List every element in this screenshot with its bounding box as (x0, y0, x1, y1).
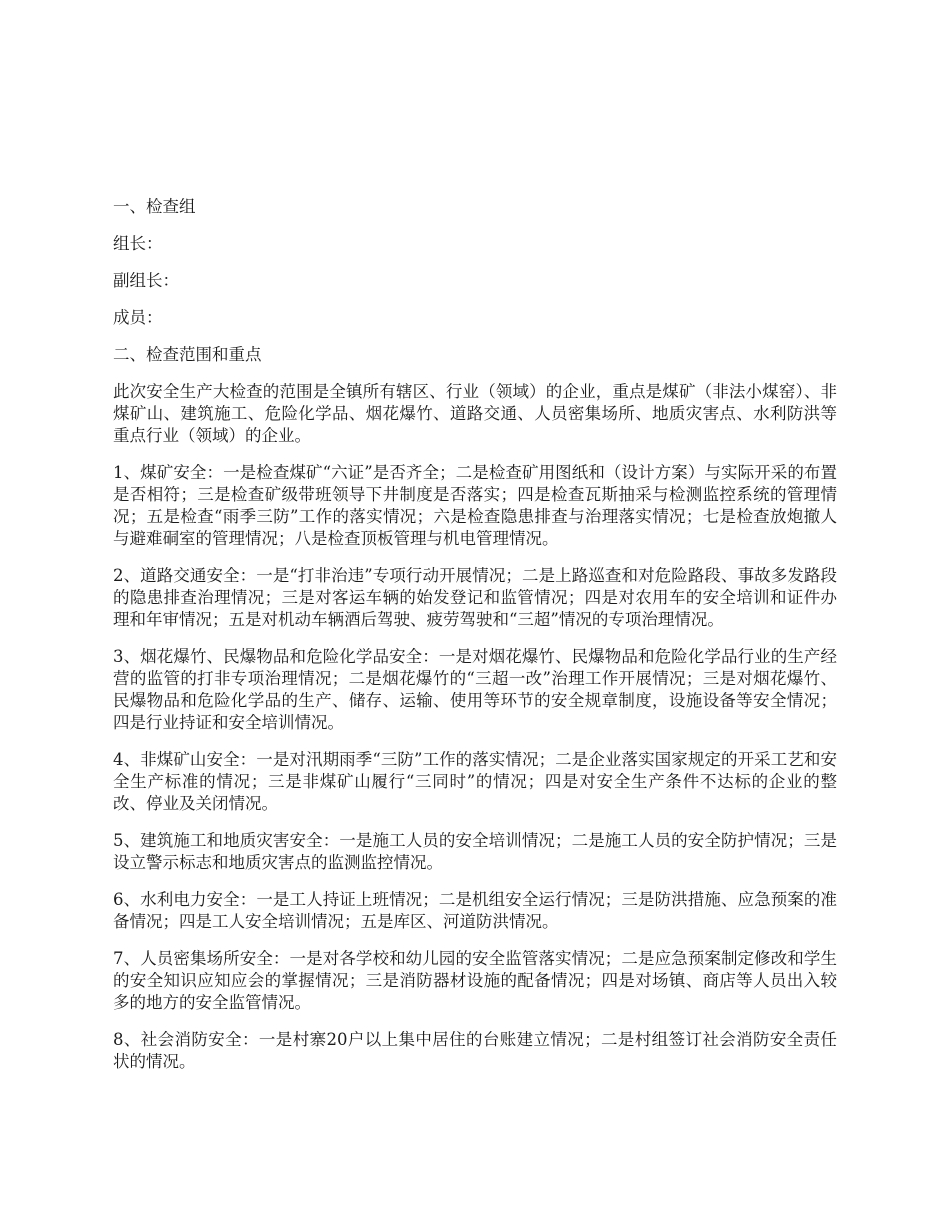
item-fire-safety: 8、社会消防安全：一是村寨20户以上集中居住的台账建立情况；二是村组签订社会消防安全责任状的情况。 (113, 1030, 837, 1071)
section-2-title: 二、检查范围和重点 (113, 345, 262, 364)
scope-intro-paragraph: 此次安全生产大检查的范围是全镇所有辖区、行业（领域）的企业，重点是煤矿（非法小煤窑）、非煤矿山、建筑施工、危险化学品、烟花爆竹、道路交通、人员密集场所、地质灾害点、水利防洪等重点行业（领域）的企业。 (113, 382, 837, 445)
item-coal-mine-safety: 1、煤矿安全：一是检查煤矿“六证”是否齐全；二是检查矿用图纸和（设计方案）与实际开采的布置是否相符；三是检查矿级带班领导下井制度是否落实；四是检查瓦斯抽采与检测监控系统的管理情况；五是检查“雨季三防”工作的落实情况；六是检查隐患排查与治理落实情况；七是检查放炮撤人与避难硐室的管理情况；八是检查顶板管理与机电管理情况。 (113, 463, 837, 548)
item-construction-geohazard-safety: 5、建筑施工和地质灾害安全：一是施工人员的安全培训情况；二是施工人员的安全防护情况；三是设立警示标志和地质灾害点的监测监控情况。 (113, 831, 837, 872)
item-fireworks-chemicals-safety: 3、烟花爆竹、民爆物品和危险化学品安全：一是对烟花爆竹、民爆物品和危险化学品行业的生产经营的监管的打非专项治理情况；二是烟花爆竹的“三超一改”治理工作开展情况；三是对烟花爆竹、民爆物品和危险化学品的生产、储存、运输、使用等环节的安全规章制度，设施设备等安全情况；四是行业持证和安全培训情况。 (113, 647, 837, 732)
section-1-title: 一、检查组 (113, 197, 196, 216)
item-crowded-places-safety: 7、人员密集场所安全：一是对各学校和幼儿园的安全监管落实情况；二是应急预案制定修改和学生的安全知识应知应会的掌握情况；三是消防器材设施的配备情况；四是对场镇、商店等人员出入较多的地方的安全监管情况。 (113, 949, 837, 1012)
leader-line: 组长： (113, 234, 163, 253)
item-water-power-safety: 6、水利电力安全：一是工人持证上班情况；二是机组安全运行情况；三是防洪措施、应急预案的准备情况；四是工人安全培训情况；五是库区、河道防洪情况。 (113, 890, 837, 931)
item-non-coal-mine-safety: 4、非煤矿山安全：一是对汛期雨季“三防”工作的落实情况；二是企业落实国家规定的开采工艺和安全生产标准的情况；三是非煤矿山履行“三同时”的情况；四是对安全生产条件不达标的企业的整改、停业及关闭情况。 (113, 750, 837, 813)
members-line: 成员： (113, 308, 163, 327)
item-road-traffic-safety: 2、道路交通安全：一是“打非治违”专项行动开展情况；二是上路巡查和对危险路段、事故多发路段的隐患排查治理情况；三是对客运车辆的始发登记和监管情况；四是对农用车的安全培训和证件办理和年审情况；五是对机动车辆酒后驾驶、疲劳驾驶和“三超”情况的专项治理情况。 (113, 566, 837, 629)
deputy-leader-line: 副组长： (113, 271, 179, 290)
